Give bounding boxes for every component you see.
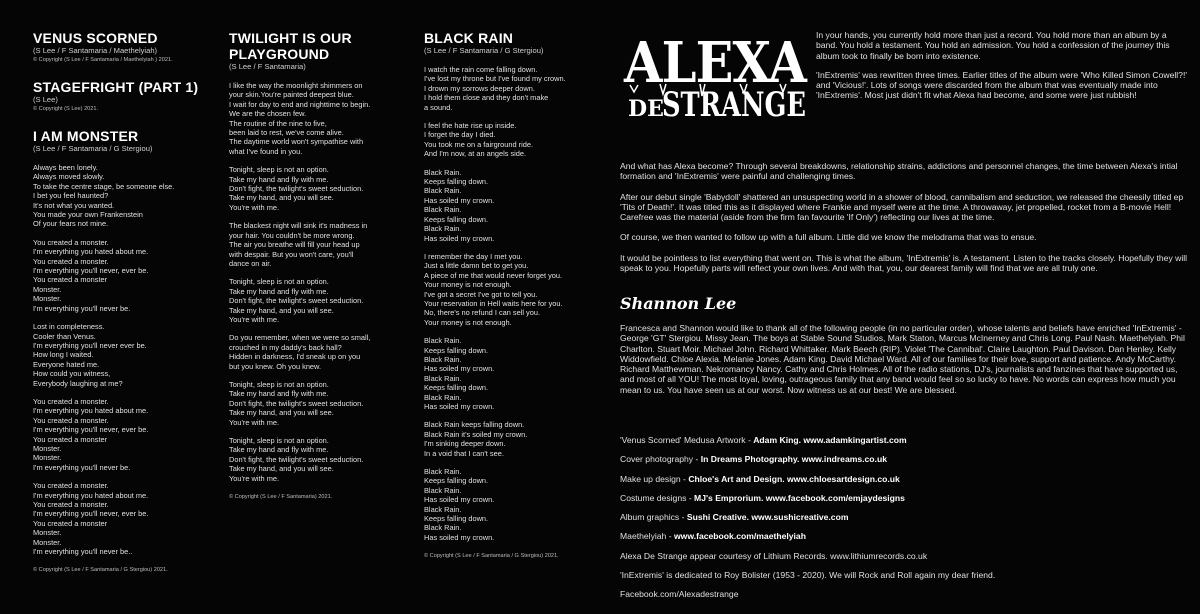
song-copyright: © Copyright (S Lee / F Santamaria) 2021. bbox=[229, 494, 333, 501]
song-black-rain bbox=[424, 30, 614, 561]
credit-line-dedication: 'InExtremis' is dedicated to Roy Bolister (1953 - 2020). We will Rock and Roll again my dear friend. bbox=[620, 570, 996, 581]
credit-value: Sushi Creative. www.sushicreative.com bbox=[686, 512, 849, 523]
lyrics-verse: I watch the rain come falling down. I've lost my throne but I've found my crown. I drown my sorrows deeper down. I hold them close and they don't make a sound. bbox=[424, 65, 566, 112]
song-title: TWILIGHT IS OUR PLAYGROUND bbox=[229, 30, 352, 62]
lyrics-chorus: Tonight, sleep is not an option. Take my hand and fly with me. Don't fight, the twilight's sweet seduction. Take my hand, and you will see. You're with me. bbox=[229, 165, 364, 212]
lyrics-chorus: Tonight, sleep is not an option. Take my hand and fly with me. Don't fight, the twilight's sweet seduction. Take my hand, and you will see. You're with me. bbox=[229, 436, 364, 483]
credit-label: Cover photography - bbox=[620, 454, 701, 465]
lyrics-chorus: You created a monster. I'm everything you hated about me. You created a monster. I'm everything you'll never, ever be. You created a monster Monster. Monster. I'm everything you'll never be. bbox=[33, 396, 149, 472]
credit-line-photography bbox=[620, 454, 1188, 464]
song-title: BLACK RAIN bbox=[424, 30, 514, 46]
song-credit: (S Lee / F Santamaria / Maethelyiah) bbox=[33, 46, 158, 55]
song-credit: (S Lee) bbox=[33, 95, 58, 104]
credit-value: www.facebook.com/maethelyiah bbox=[673, 531, 806, 542]
song-twilight bbox=[229, 30, 419, 502]
song-copyright: © Copyright (S Lee / F Santamaria / Maethelyiah ) 2021. bbox=[33, 57, 173, 63]
song-venus-scorned bbox=[33, 30, 223, 65]
credit-line-maethelyiah bbox=[620, 531, 1188, 541]
credit-line-makeup bbox=[620, 474, 1188, 484]
credit-line-costume bbox=[620, 493, 1188, 503]
credit-line-facebook: Facebook.com/Alexadestrange bbox=[620, 589, 739, 600]
credits-list bbox=[620, 435, 1188, 609]
song-stagefright bbox=[33, 79, 223, 114]
intro-paragraph: In your hands, you currently hold more than just a record. You hold more than an album by a band. You hold a testament. You hold an admission. You hold a confession of the journey this album took to finally be born into existence. bbox=[816, 30, 1170, 61]
lyrics-verse: I remember the day I met you. Just a little damn bet to get you. A piece of me that would never forget you. Your money is not enough. I've got a secret I've got to tell you. Your reservation in Hell waits here for you. No, there's no refund I can sell you. Your money is not enough. bbox=[424, 251, 563, 327]
song-copyright: © Copyright (S Lee / F Santamaria / G Stergiou) 2021. bbox=[424, 553, 559, 560]
lyrics-verse: Do you remember, when we were so small, crouched in my daddy's back hall? Hidden in darkness, I'd sneak up on you but you knew. Oh you knew. bbox=[229, 333, 371, 371]
lyrics-chorus: You created a monster. I'm everything you hated about me. You created a monster. I'm everything you'll never, ever be. You created a monster Monster. Monster. I'm everything you'll never be. bbox=[33, 237, 149, 313]
credit-value: Chloe's Art and Design. www.chloesartdesign.co.uk bbox=[688, 473, 900, 484]
lyrics-verse: Always been lonely. Always moved slowly. To take the centre stage, be someone else. I bet you feel haunted? It's not what you wanted. You made your own Frankenstein Of your fears not mine. bbox=[33, 163, 175, 229]
signature: Shannon Lee bbox=[620, 294, 737, 313]
credit-line-graphics bbox=[620, 512, 1188, 522]
song-credit: (S Lee / F Santamaria / G Stergiou) bbox=[33, 144, 153, 153]
credit-value: MJ's Emprorium. www.facebook.com/emjaydesigns bbox=[694, 492, 905, 503]
lyrics-bridge: Black Rain keeps falling down. Black Rain it's soiled my crown. I'm sinking deeper down. In a void that I can't see. bbox=[424, 420, 528, 458]
lyrics-chorus: Tonight, sleep is not an option. Take my hand and fly with me. Don't fight, the twilight's sweet seduction. Take my hand, and you will see. You're with me. bbox=[229, 277, 364, 324]
lyrics-column-1 bbox=[33, 30, 223, 575]
band-logo bbox=[620, 30, 810, 125]
credit-line-lithium: Alexa De Strange appear courtesy of Lithium Records. www.lithiumrecords.co.uk bbox=[620, 550, 928, 561]
song-title: I AM MONSTER bbox=[33, 128, 139, 144]
lyrics-chorus: Black Rain. Keeps falling down. Black Rain. Has soiled my crown. Black Rain. Keeps falling down. Black Rain. Has soiled my crown. bbox=[424, 336, 495, 411]
credit-label: Costume designs - bbox=[620, 492, 695, 503]
body-paragraph: Of course, we then wanted to follow up with a full album. Little did we know the melodrama that was to ensue. bbox=[620, 232, 1037, 243]
song-credit: (S Lee / F Santamaria / G Stergiou) bbox=[424, 46, 544, 55]
credit-line-artwork bbox=[620, 435, 1188, 445]
song-title: STAGEFRIGHT (PART 1) bbox=[33, 79, 199, 95]
lyrics-column-2 bbox=[229, 30, 419, 502]
credit-label: Make up design - bbox=[620, 473, 689, 484]
lyrics-verse: I like the way the moonlight shimmers on your skin.You're painted deepest blue. I wait for day to end and nighttime to begin. We are the chosen few. The routine of the nine to five, been laid to rest, we've come alive. The daytime world won't sympathise with what I've found in you. bbox=[229, 81, 371, 156]
logo-word-strange: STRANGE bbox=[662, 85, 806, 125]
lyrics-chorus: Tonight, sleep is not an option. Take my hand and fly with me. Don't fight, the twilight's sweet seduction. Take my hand, and you will see. You're with me. bbox=[229, 379, 364, 427]
song-copyright: © Copyright (S Lee) 2021. bbox=[33, 106, 99, 112]
lyrics-chorus: Black Rain. Keeps falling down. Black Rain. Has soiled my crown. Black Rain. Keeps falling down. Black Rain. Has soiled my crown. bbox=[424, 167, 495, 243]
intro-text bbox=[816, 30, 1188, 110]
lyrics-column-3 bbox=[424, 30, 614, 561]
credit-label: 'Venus Scorned' Medusa Artwork - bbox=[620, 435, 754, 445]
lyrics-verse: I feel the hate rise up inside. I forget the day I died. You took me on a fairground ride. And I'm now, at an angels side. bbox=[424, 121, 534, 159]
body-paragraph: It would be pointless to list everything that went on. This is what the album, 'InExtremis' is. A testament. Listen to the tracks closely. Hopefully they will speak to you. Hopefully parts will reflect your own lives. And with that, you, our dearest family will find that we are all truly one. bbox=[620, 252, 1188, 274]
lyrics-chorus: You created a monster. I'm everything you hated about me. You created a monster. I'm everything you'll never, ever be. You created a monster Monster. Monster. I'm everything you'll never be.. bbox=[33, 481, 149, 557]
song-i-am-monster bbox=[33, 128, 223, 575]
body-paragraph: After our debut single 'Babydoll' shattered an unsuspecting world in a shower of blood, cannibalism and seduction, we released the cheesily titled ep 'Tits of Death!'. It was titled this as it displayed where Frankie and myself were at the time. A throwaway, jet propelled, rocket from a B-movie Hell! Carefree was the material (aside from the firm fan favourite 'If Only') reflecting our lives at the time. bbox=[620, 191, 1184, 223]
song-credit: (S Lee / F Santamaria) bbox=[229, 62, 306, 71]
logo-word-de: DE bbox=[628, 96, 664, 122]
lyrics-verse: Lost in completeness. Cooler than Venus. I'm everything you'll never ever be. How long I waited. Everyone hated me. How could you witness, Everybody laughing at me? bbox=[33, 322, 147, 388]
lyrics-verse: The blackest night will sink it's madness in your hair. You couldn't be more wrong. The air you breathe will fill your head up with despair. But you won't care, you'll dance on air. bbox=[229, 221, 368, 268]
body-text bbox=[620, 161, 1188, 283]
credit-label: Album graphics - bbox=[620, 512, 687, 523]
credit-value: Adam King. www.adamkingartist.com bbox=[753, 435, 907, 445]
body-paragraph: And what has Alexa become? Through several breakdowns, relationship strains, addictions and personnel changes, the time between Alexa's intial formation and 'InExtremis' were painful and challenging times. bbox=[620, 161, 1178, 182]
lyrics-chorus: Black Rain. Keeps falling down. Black Rain. Has soiled my crown. Black Rain. Keeps falling down. Black Rain. Has soiled my crown. bbox=[424, 467, 495, 542]
thanks-paragraph: Francesca and Shannon would like to thank all of the following people (in no particular order), whose talents and beliefs have enriched 'InExtremis' - George 'GT' Stergiou. Missy Jean. The boys at Stable Sound Studios, Mark Staton, Marcus McInerney and Chris Long. Paul Nash. Maethelyiah. Phil Charlton. Stuart Moir. Michael John. Richard Whittaker. Mark Beech (RIP). Violet 'The Cannibal'. Claire Laughton. Paul Davison. Dan Henley. Kelly Widdowfield. Chloe Alexia. Melanie Jones. Adam King. David Michael Ward. All of our families for their love, support and patience. Andy McCarthy. Richard Matthewman. Nekromancy Nancy. Cathy and Chris Holmes. All of the radio stations, DJ's, journalists and fanzines that have supported us, and most of all YOU! The most loyal, loving, outrageous family that any band would feel so so lucky to have. No words can express how much you mean to us. You have seen us at our worst. Now witness us at our best! We are blessed. bbox=[620, 323, 1185, 395]
logo-word-alexa: ALEXA bbox=[623, 30, 809, 96]
credit-label: Maethelyiah - bbox=[620, 531, 674, 542]
credit-value: In Dreams Photography. www.indreams.co.uk bbox=[700, 454, 887, 465]
song-title: VENUS SCORNED bbox=[33, 30, 158, 46]
intro-paragraph: 'InExtremis' was rewritten three times. Earlier titles of the album were 'Who Killed Simon Cowell?!' and 'Vicious!'. Lots of songs were discarded from the album that was eventually made into 'InExtremis'. Most just didn't fit what Alexa had become, and some were just rubbish! bbox=[816, 69, 1187, 101]
song-copyright: © Copyright (S Lee / F Santamaria / G Stergiou) 2021. bbox=[33, 567, 168, 574]
